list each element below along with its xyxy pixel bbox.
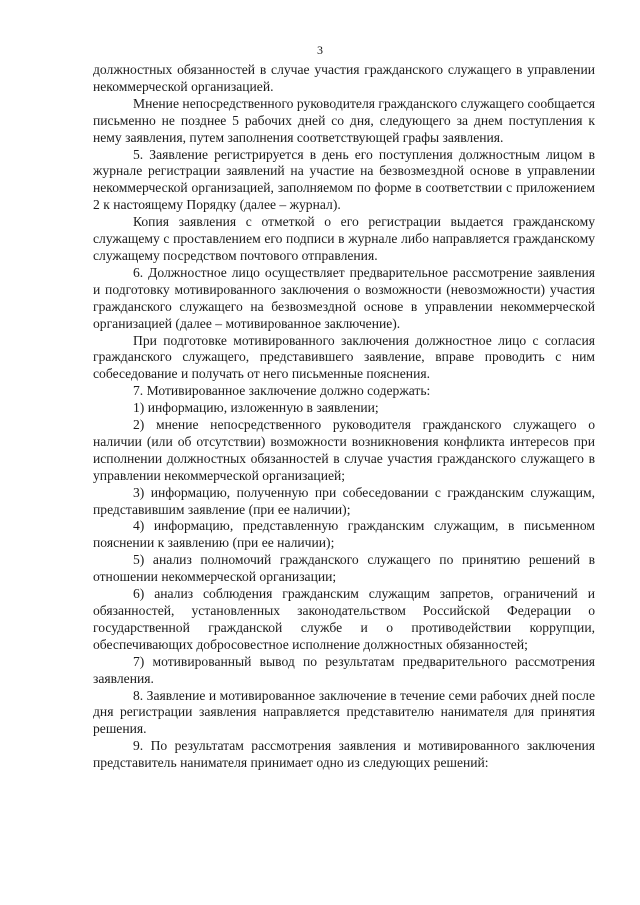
list-item-5: 5) анализ полномочий гражданского служащего по принятию решений в отношении некоммерческой организации; [93,552,595,585]
paragraph-item-9: 9. По результатам рассмотрения заявления и мотивированного заключения представитель нанимателя принимает одно из следующих решений: [93,738,595,771]
list-item-7: 7) мотивированный вывод по результатам предварительного рассмотрения заявления. [93,653,595,686]
paragraph-manager-opinion: Мнение непосредственного руководителя гражданского служащего сообщается письменно не позднее 5 рабочих дней со дня, следующего за днем поступления к нему заявления, путем заполнения соответствующей графы заявления. [93,95,595,145]
paragraph-interview: При подготовке мотивированного заключения должностное лицо с согласия гражданского служащего, представившего заявление, вправе проводить с ним собеседование и получать от него письменные пояснения. [93,332,595,382]
paragraph-item-6: 6. Должностное лицо осуществляет предварительное рассмотрение заявления и подготовку мотивированного заключения о возможности (невозможности) участия гражданского служащего на безвозмездной основе в управлении некоммерческой организацией (далее – мотивированное заключение). [93,264,595,331]
paragraph-continuation: должностных обязанностей в случае участия гражданского служащего в управлении некоммерческой организацией. [93,62,595,94]
list-item-3: 3) информацию, полученную при собеседовании с гражданским служащим, представившим заявление (при ее наличии); [93,484,595,517]
paragraph-copy-of-application: Копия заявления с отметкой о его регистрации выдается гражданскому служащему с проставлением его подписи в журнале либо направляется гражданскому служащему посредством почтового отправления. [93,214,595,263]
paragraph-item-7: 7. Мотивированное заключение должно содержать: [133,383,431,399]
paragraph-item-8: 8. Заявление и мотивированное заключение в течение семи рабочих дней после дня регистрации заявления направляется представителю нанимателя для принятия решения. [93,687,595,737]
list-item-4: 4) информацию, представленную гражданским служащим, в письменном пояснении к заявлению (при ее наличии); [93,518,595,551]
list-item-2: 2) мнение непосредственного руководителя гражданского служащего о наличии (или об отсутствии) возможности возникновения конфликта интересов при исполнении должностных обязанностей в случае участия гражданского служащего в управлении некоммерческой организацией; [93,417,595,483]
page-number: 3 [317,43,323,57]
document-body [93,62,595,772]
list-item-1: 1) информацию, изложенную в заявлении; [133,400,379,416]
list-item-6: 6) анализ соблюдения гражданским служащим запретов, ограничений и обязанностей, установленных законодательством Российской Федерации о государственной гражданской службе и о противодействии коррупции, обеспечивающих добросовестное исполнение должностных обязанностей; [93,586,595,652]
paragraph-item-5: 5. Заявление регистрируется в день его поступления должностным лицом в журнале регистрации заявлений на участие на безвозмездной основе в управлении некоммерческой организацией, заполняемом по форме в соответствии с приложением 2 к настоящему Порядку (далее – журнал). [93,146,595,213]
